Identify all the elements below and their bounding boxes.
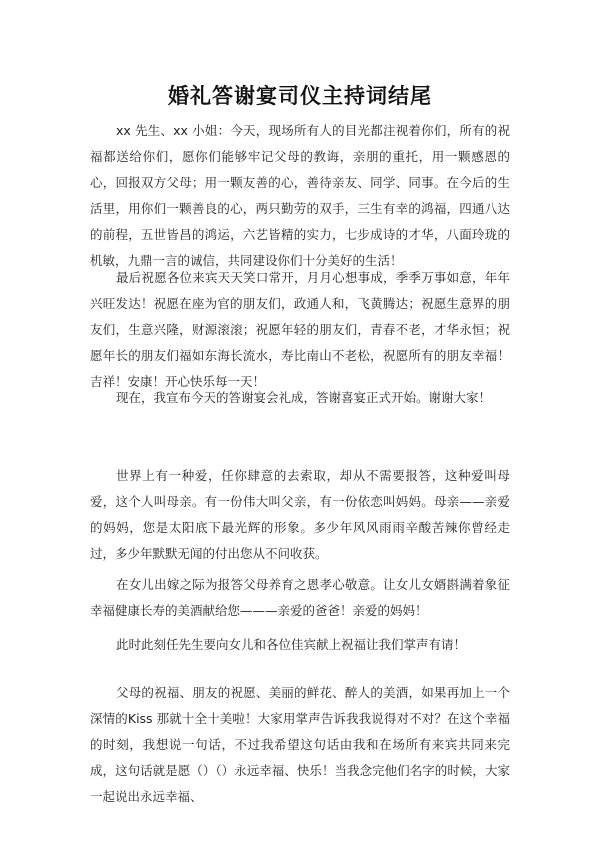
paragraph-ceremony-complete: 现在，我宣布今天的答谢宴会礼成，答谢喜宴正式开始。谢谢大家！	[116, 390, 492, 405]
paragraph-guest-wishes: 最后祝愿各位来宾天天笑口常开，月月心想事成，季季万事如意，年年兴旺发达！祝愿在座为官的朋友们，政通人和，飞黄腾达；祝愿生意界的朋友们，生意兴隆，财源滚滚；祝愿年轻的朋友们，青春不老，才华永恒；祝愿年长的朋友们福如东海长流水，寿比南山不老松，祝愿所有的朋友幸福！吉祥！安康！开心快乐每一天！	[90, 270, 510, 389]
paragraph-mother-love: 世界上有一种爱，任你肆意的去索取，却从不需要报答，这种爱叫母爱，这个人叫母亲。有一份伟大叫父亲，有一份依恋叫妈妈。母亲——亲爱的妈妈，您是太阳底下最光辉的形象。多少年风风雨雨辛酸苦辣你曾经走过，多少年默默无闻的付出您从不问收获。	[90, 468, 510, 561]
paragraph-final-wishes: 父母的祝福、朋友的祝愿、美丽的鲜花、醉人的美酒，如果再加上一个深情的Kiss 那就十全十美啦！大家用掌声告诉我我说得对不对？在这个幸福的时刻，我想说一句话，不过我希望这句话由我和在场所有来宾共同来完成，这句话就是愿（）（）永远幸福、快乐！当我念完他们名字的时候，大家一起说出永远幸福、	[90, 685, 510, 804]
document-title: 婚礼答谢宴司仪主持词结尾	[168, 84, 432, 108]
paragraph-toast-parents: 在女儿出嫁之际为报答父母养育之恩孝心敬意。让女儿女婿斟满着象征幸福健康长寿的美酒献给您———亲爱的爸爸！亲爱的妈妈！	[90, 577, 510, 618]
paragraph-invite-speech: 此时此刻任先生要向女儿和各位佳宾献上祝福让我们掌声有请！	[116, 637, 467, 652]
paragraph-couple-blessing: xx 先生、xx 小姐：今天，现场所有人的目光都注视着你们，所有的祝福都送给你们，愿你们能够牢记父母的教诲，亲朋的重托，用一颗感恩的心，回报双方父母；用一颗友善的心，善待亲友、同学、同事。在今后的生活里，用你们一颗善良的心，两只勤劳的双手，三生有幸的鸿福，四通八达的前程，五世皆昌的鸿运，六艺皆精的实力，七步成诗的才华，八面玲珑的机敏，九鼎一言的诚信，共同建设你们十分美好的生活！	[90, 123, 510, 268]
